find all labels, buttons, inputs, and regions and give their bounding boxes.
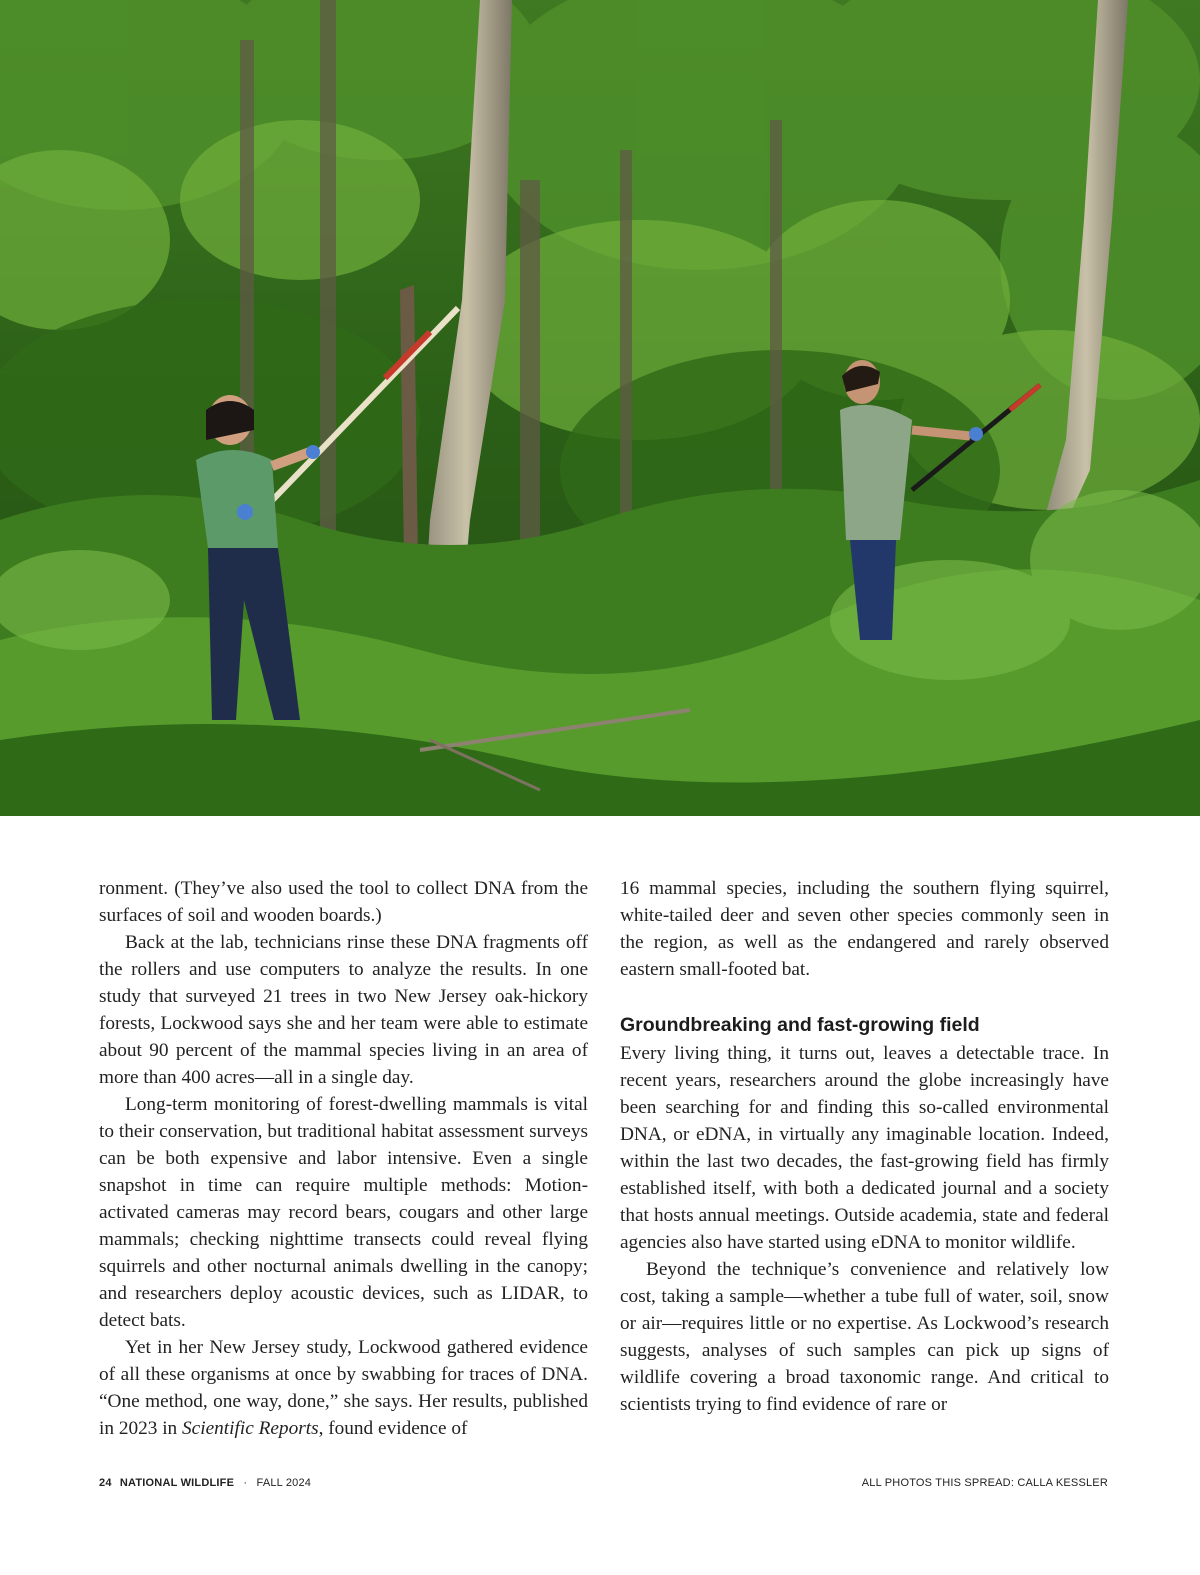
paragraph: ronment. (They’ve also used the tool to collect DNA from the surfaces of soil and wooden boards.)	[99, 878, 588, 926]
paragraph: Every living thing, it turns out, leaves a detectable trace. In recent years, researchers around the globe increasingly have been searching for and finding this so-called environmental DNA, or eDNA, in virtually any imaginable location. Indeed, within the last two decades, the fast-growing field has firmly established itself, with both a dedicated journal and a society that hosts annual meetings. Outside academia, state and federal agencies also have started using eDNA to monitor wildlife.	[620, 1043, 1109, 1253]
paragraph	[99, 1334, 588, 1442]
journal-title: Scientific Reports	[182, 1418, 319, 1439]
article-column-right	[620, 875, 1109, 1418]
footer-separator: ·	[243, 1477, 248, 1489]
article-column-left	[99, 875, 588, 1442]
paragraph-text: Yet in her New Jersey study, Lockwood gathered evidence of all these organisms at once by swabbing for traces of DNA. “One method, one way, done,” she says. Her results, published in 2023 in	[99, 1337, 588, 1439]
paragraph: 16 mammal species, including the southern flying squirrel, white-tailed deer and seven other species commonly seen in the region, as well as the endangered and rarely observed eastern small-footed bat.	[620, 878, 1109, 980]
section-heading: Groundbreaking and fast-growing field	[620, 1014, 980, 1036]
paragraph: Back at the lab, technicians rinse these DNA fragments off the rollers and use computers to analyze the results. In one study that surveyed 21 trees in two New Jersey oak-hickory forests, Lockwood says she and her team were able to estimate about 90 percent of the mammal species living in an area of more than 400 acres—all in a single day.	[99, 932, 588, 1088]
paragraph: Beyond the technique’s convenience and relatively low cost, taking a sample—whether a tube full of water, soil, snow or air—requires little or no expertise. As Lockwood’s research suggests, analyses of such samples can pick up signs of wildlife covering a broad taxonomic range. And critical to scientists trying to find evidence of rare or	[620, 1259, 1109, 1415]
photo-credit: ALL PHOTOS THIS SPREAD: CALLA KESSLER	[861, 1477, 1108, 1489]
paragraph: Long-term monitoring of forest-dwelling mammals is vital to their conservation, but traditional habitat assessment surveys can be both expensive and labor intensive. Even a single snapshot in time can require multiple methods: Motion-activated cameras may record bears, cougars and other large mammals; checking nighttime transects could reveal flying squirrels and other nocturnal animals dwelling in the canopy; and researchers deploy acoustic devices, such as LIDAR, to detect bats.	[99, 1094, 588, 1331]
magazine-name: NATIONAL WILDLIFE	[119, 1477, 235, 1489]
paragraph-text: , found evidence of	[318, 1418, 468, 1439]
issue-date: FALL 2024	[256, 1477, 312, 1489]
page-number: 24	[99, 1477, 112, 1489]
page-footer	[99, 1477, 311, 1489]
